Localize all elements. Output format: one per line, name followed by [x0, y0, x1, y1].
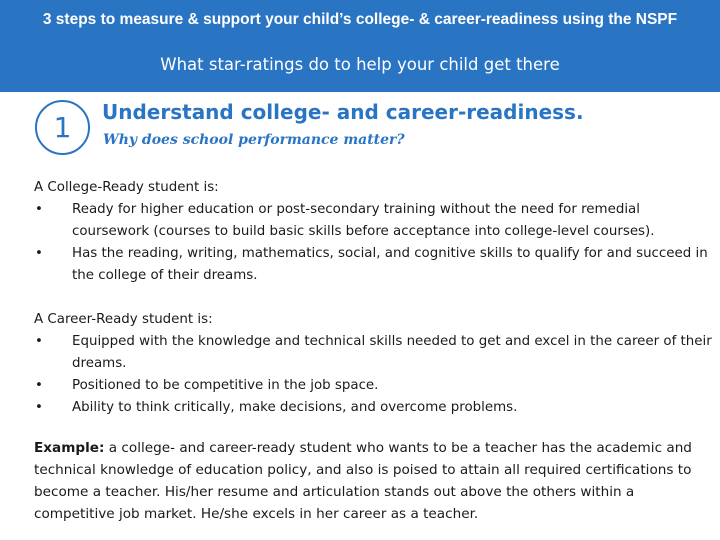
list-item: [34, 199, 714, 243]
list-item-text: Has the reading, writing, mathematics, social, and cognitive skills to qualify for and succeed in the college of their dreams.: [72, 246, 708, 283]
example-label: Example:: [34, 440, 105, 456]
list-item: [34, 331, 714, 375]
list-item-text: Ready for higher education or post-secondary training without the need for remedial coursework (courses to build basic skills before acceptance into college-level courses).: [72, 202, 655, 239]
career-ready-list: [34, 331, 714, 419]
step-title: Understand college- and career-readiness.: [102, 100, 584, 124]
list-item: [34, 375, 714, 397]
list-item: [34, 243, 714, 287]
list-item-text: Positioned to be competitive in the job space.: [72, 378, 379, 393]
bullet-icon: •: [35, 400, 43, 415]
bullet-icon: •: [35, 378, 43, 393]
college-ready-section: [34, 177, 714, 287]
example-paragraph: [34, 437, 708, 525]
list-item-text: Ability to think critically, make decisions, and overcome problems.: [72, 400, 518, 415]
example-text: a college- and career-ready student who wants to be a teacher has the academic and technical knowledge of education policy, and also is poised to attain all required certifications to become a teacher. His/her resume and articulation stands out above the others within a competitive job market. He/she excels in her career as a teacher.: [34, 440, 692, 522]
list-item: [34, 397, 714, 419]
list-item-text: Equipped with the knowledge and technical skills needed to get and excel in the career of their dreams.: [72, 334, 712, 371]
step-number-badge: 1: [35, 100, 90, 155]
college-ready-heading: A College-Ready student is:: [34, 180, 219, 195]
bullet-icon: •: [35, 202, 43, 217]
step-subtitle: Why does school performance matter?: [103, 132, 405, 148]
career-ready-section: [34, 309, 714, 419]
header-banner: [0, 0, 720, 92]
header-title: 3 steps to measure & support your child’s college- & career-readiness using the NSPF: [42, 11, 678, 28]
career-ready-heading: A Career-Ready student is:: [34, 312, 213, 327]
bullet-icon: •: [35, 246, 43, 261]
college-ready-list: [34, 199, 714, 287]
bullet-icon: •: [35, 334, 43, 349]
header-subtitle: What star-ratings do to help your child get there: [160, 55, 560, 74]
